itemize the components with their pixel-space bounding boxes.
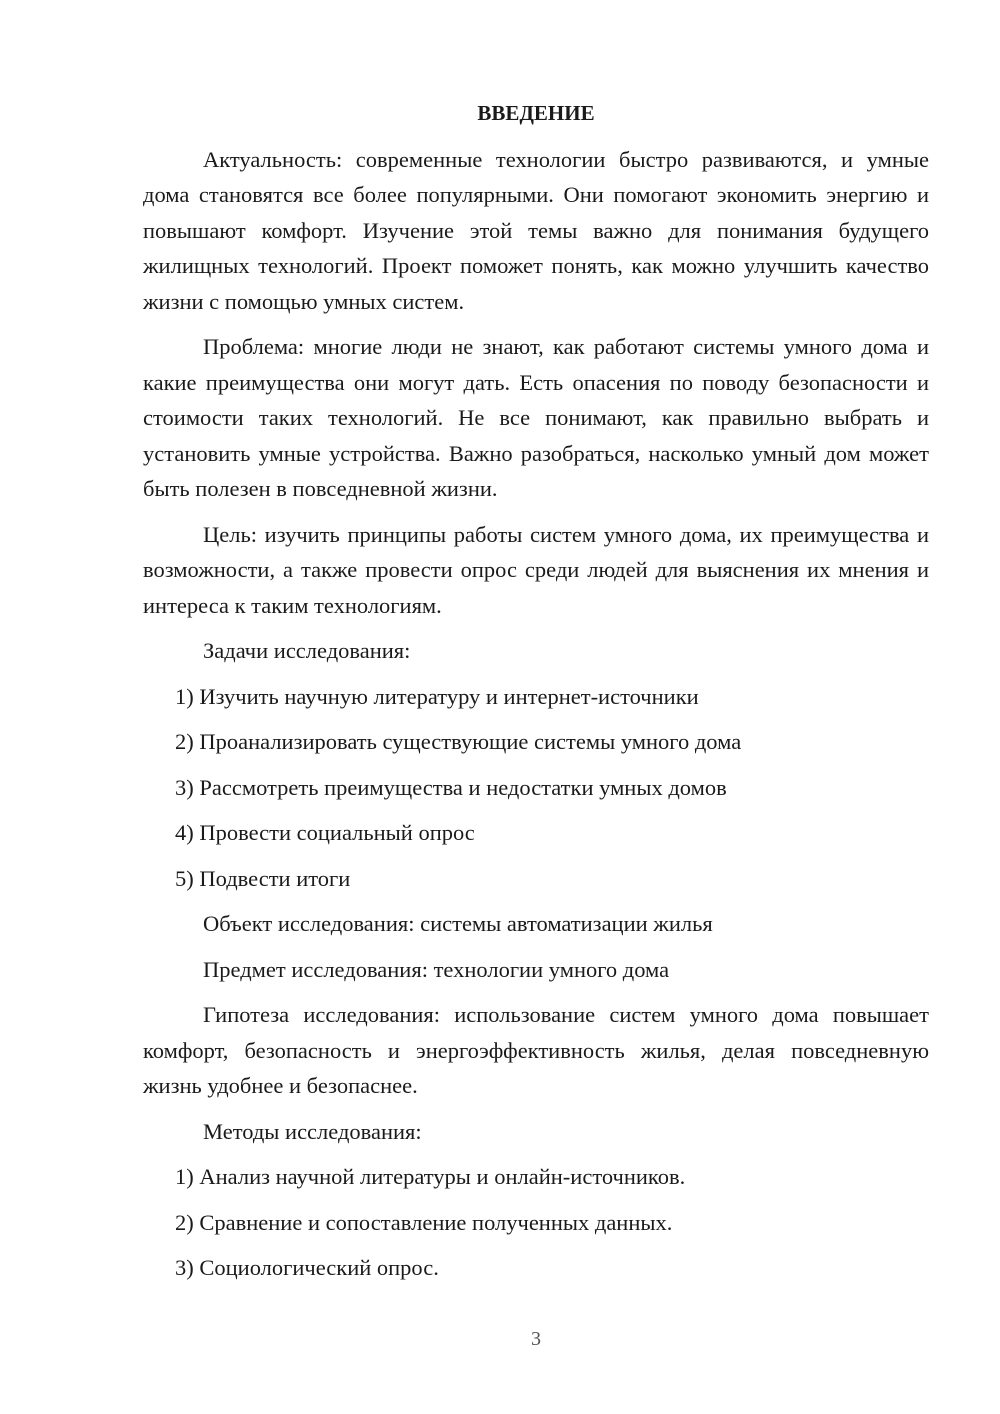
subject-line: Предмет исследования: технологии умного дома — [203, 956, 670, 982]
section-heading: ВВЕДЕНИЕ — [477, 101, 595, 125]
task-item: 4) Провести социальный опрос — [175, 820, 475, 845]
page-number: 3 — [531, 1328, 541, 1350]
object-line: Объект исследования: системы автоматизации жилья — [203, 911, 713, 936]
document-page — [143, 96, 929, 1296]
tasks-title: Задачи исследования: — [203, 638, 411, 663]
method-item: 1) Анализ научной литературы и онлайн-источников. — [175, 1164, 686, 1189]
task-item: 3) Рассмотреть преимущества и недостатки умных домов — [175, 774, 727, 800]
problem-paragraph: Проблема: многие люди не знают, как работают системы умного дома и какие преимущества они могут дать. Есть опасения по поводу безопасности и стоимости таких технологий. Не все понимают, как правильно выбрать и установить умные устройства. Важно разобраться, насколько умный дом может быть полезен в повседневной жизни. — [143, 334, 929, 501]
method-item: 2) Сравнение и сопоставление полученных данных. — [175, 1209, 673, 1235]
goal-paragraph: Цель: изучить принципы работы систем умного дома, их преимущества и возможности, а также провести опрос среди людей для выяснения их мнения и интереса к таким технологиям. — [143, 521, 929, 618]
task-item: 1) Изучить научную литературу и интернет-источники — [175, 683, 699, 709]
hypothesis-paragraph: Гипотеза исследования: использование систем умного дома повышает комфорт, безопасность и энергоэффективность жилья, делая повседневную жизнь удобнее и безопаснее. — [143, 1002, 929, 1098]
task-item: 2) Проанализировать существующие системы умного дома — [175, 729, 742, 754]
relevance-paragraph: Актуальность: современные технологии быстро развиваются, и умные дома становятся все более популярными. Они помогают экономить энергию и повышают комфорт. Изучение этой темы важно для понимания будущего жилищных технологий. Проект поможет понять, как можно улучшить качество жизни с помощью умных систем. — [143, 146, 929, 314]
method-item: 3) Социологический опрос. — [175, 1255, 439, 1280]
methods-title: Методы исследования: — [203, 1118, 422, 1144]
task-item: 5) Подвести итоги — [175, 865, 351, 891]
